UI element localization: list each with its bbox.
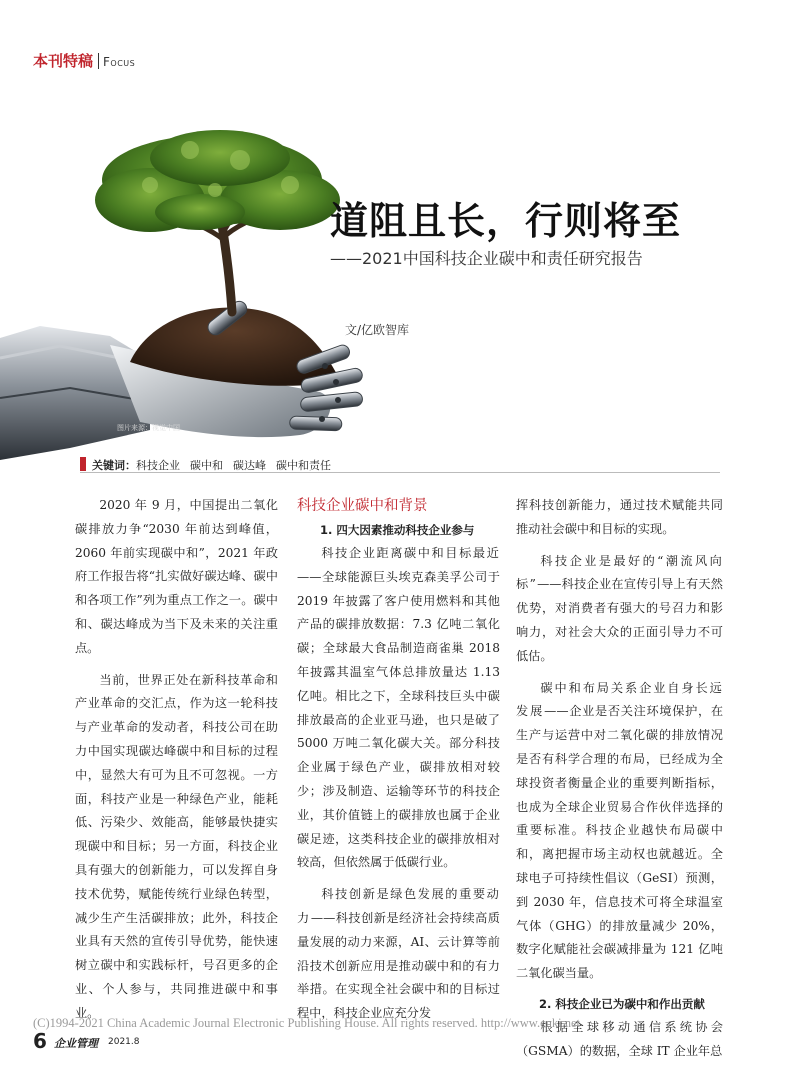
paragraph-lead: 碳中和布局关系企业自身长远发展 — [516, 680, 723, 719]
paragraph-body: ——企业是否关注环境保护，在生产与运营中对二氧化碳的排放情况是否有科学合理的布局，已经成为全球投资者衡量企业的重要判断指标，也成为全球企业贸易合作伙伴选择的重要标准。科技企业越快布局碳中和，离把握市场主动权也就越近。全球电子可持续性倡议（GeSI）预测，到 2030 年，信息技术可将全球温室气体（GHG）的排放量减少 20%，数字化赋能社会碳减排量为 121 亿吨二氧化碳当量。 — [516, 704, 724, 981]
paragraph: 当前，世界正处在新科技革命和产业革命的交汇点，作为这一轮科技与产业革命的发动者，科技公司在助力中国实现碳达峰碳中和目标的过程中，显然大有可为且不可忽视。一方面，科技产业是一种绿色产业，能耗低、污染少、效能高，能够最快捷实现碳中和目标；另一方面，科技企业具有强大的创新能力，可以发挥自身技术优势，赋能传统行业绿色转型，减少生产生活碳排放；此外，科技企业具有天然的宣传引导优势，能快速树立碳中和实践标杆，号召更多的企业、个人参与，共同推进碳中和事业。 — [75, 672, 278, 1020]
keyword: 碳中和责任 — [276, 459, 331, 472]
magazine-name: 企业管理 — [54, 1037, 98, 1050]
keyword: 科技企业 — [136, 459, 180, 472]
section-heading: 科技企业碳中和背景 — [297, 498, 428, 514]
paragraph-lead: 科技创新是绿色发展的重要动力 — [297, 887, 500, 925]
paragraph — [516, 677, 723, 986]
keyword: 碳中和 — [190, 459, 223, 472]
paragraph-body: ——科技企业在宣传引导上有天然优势，对消费者有强大的号召力和影响力，对社会大众的正面引导力不可低估。 — [516, 577, 723, 663]
section-title: 本刊特稿 — [33, 52, 94, 70]
cnki-copyright: (C)1994-2021 China Academic Journal Electronic Publishing House. All rights reserved. http://www.cnki.net — [33, 1016, 581, 1030]
subsection-heading: 2. 科技企业已为碳中和作出贡献 — [539, 996, 705, 1011]
keywords-marker — [80, 457, 86, 471]
paragraph: 2020 年 9 月，中国提出二氧化碳排放力争“2030 年前达到峰值，2060 年前实现碳中和”，2021 年政府工作报告将“扎实做好碳达峰、碳中和各项工作”列为重点工作之一。碳中和、碳达峰成为当下及未来的关注重点。 — [75, 498, 278, 655]
article-subtitle: ——2021中国科技企业碳中和责任研究报告 — [330, 249, 643, 268]
article-title: 道阻且长，行则将至 — [330, 198, 682, 243]
paragraph: 挥科技创新能力，通过技术赋能共同推动社会碳中和目标的实现。 — [516, 498, 723, 536]
article-column-1 — [75, 494, 278, 1026]
paragraph — [297, 883, 500, 1026]
section-focus-label: Focus — [103, 55, 136, 69]
article-author: 文/亿欧智库 — [345, 323, 410, 337]
image-credit: 图片来源：视觉中国 — [117, 424, 180, 432]
paragraph-lead: 科技企业距离碳中和目标最近 — [321, 546, 500, 560]
issue-number: 2021.8 — [108, 1037, 140, 1047]
page-number: 6 — [33, 1029, 47, 1053]
keywords-label: 关键词： — [92, 459, 136, 472]
article-column-2 — [297, 494, 500, 1026]
keyword: 碳达峰 — [233, 459, 266, 472]
section-header — [33, 50, 135, 71]
header-divider — [98, 53, 99, 69]
paragraph — [516, 550, 723, 669]
paragraph-lead: 科技企业是最好的“潮流风向标” — [516, 553, 723, 592]
paragraph-body: ——科技创新是经济社会持续高质量发展的动力来源，AI、云计算等前沿技术创新应用是推动碳中和的有力举措。在实现全社会碳中和的目标过程中，科技企业应充分发 — [297, 910, 500, 1021]
article-column-3 — [516, 494, 723, 1064]
paragraph-body: ——全球能源巨头埃克森美孚公司于 2019 年披露了客户使用燃料和其他产品的碳排放数据：7.3 亿吨二氧化碳；全球最大食品制造商雀巢 2018 年披露其温室气体总排放量达 1.13 亿吨。相比之下，全球科技巨头中碳排放最高的企业亚马逊，也只是破了 5000 万吨二氧化碳大关。部分科技企业属于绿色产业，碳排放相对较少；涉及制造、运输等环节的科技企业，其价值链上的碳排放也属于企业碳足迹，这类科技企业的碳排放相对较高，但依然属于低碳行业。 — [297, 569, 500, 870]
subsection-heading: 1. 四大因素推动科技企业参与 — [320, 523, 475, 537]
paragraph: 根据全球移动通信系统协会（GSMA）的数据，全球 IT 企业年总 — [516, 1019, 723, 1058]
keywords-bar — [80, 454, 720, 473]
paragraph — [297, 542, 500, 875]
hero-image-robot-hand-tree — [0, 130, 430, 460]
